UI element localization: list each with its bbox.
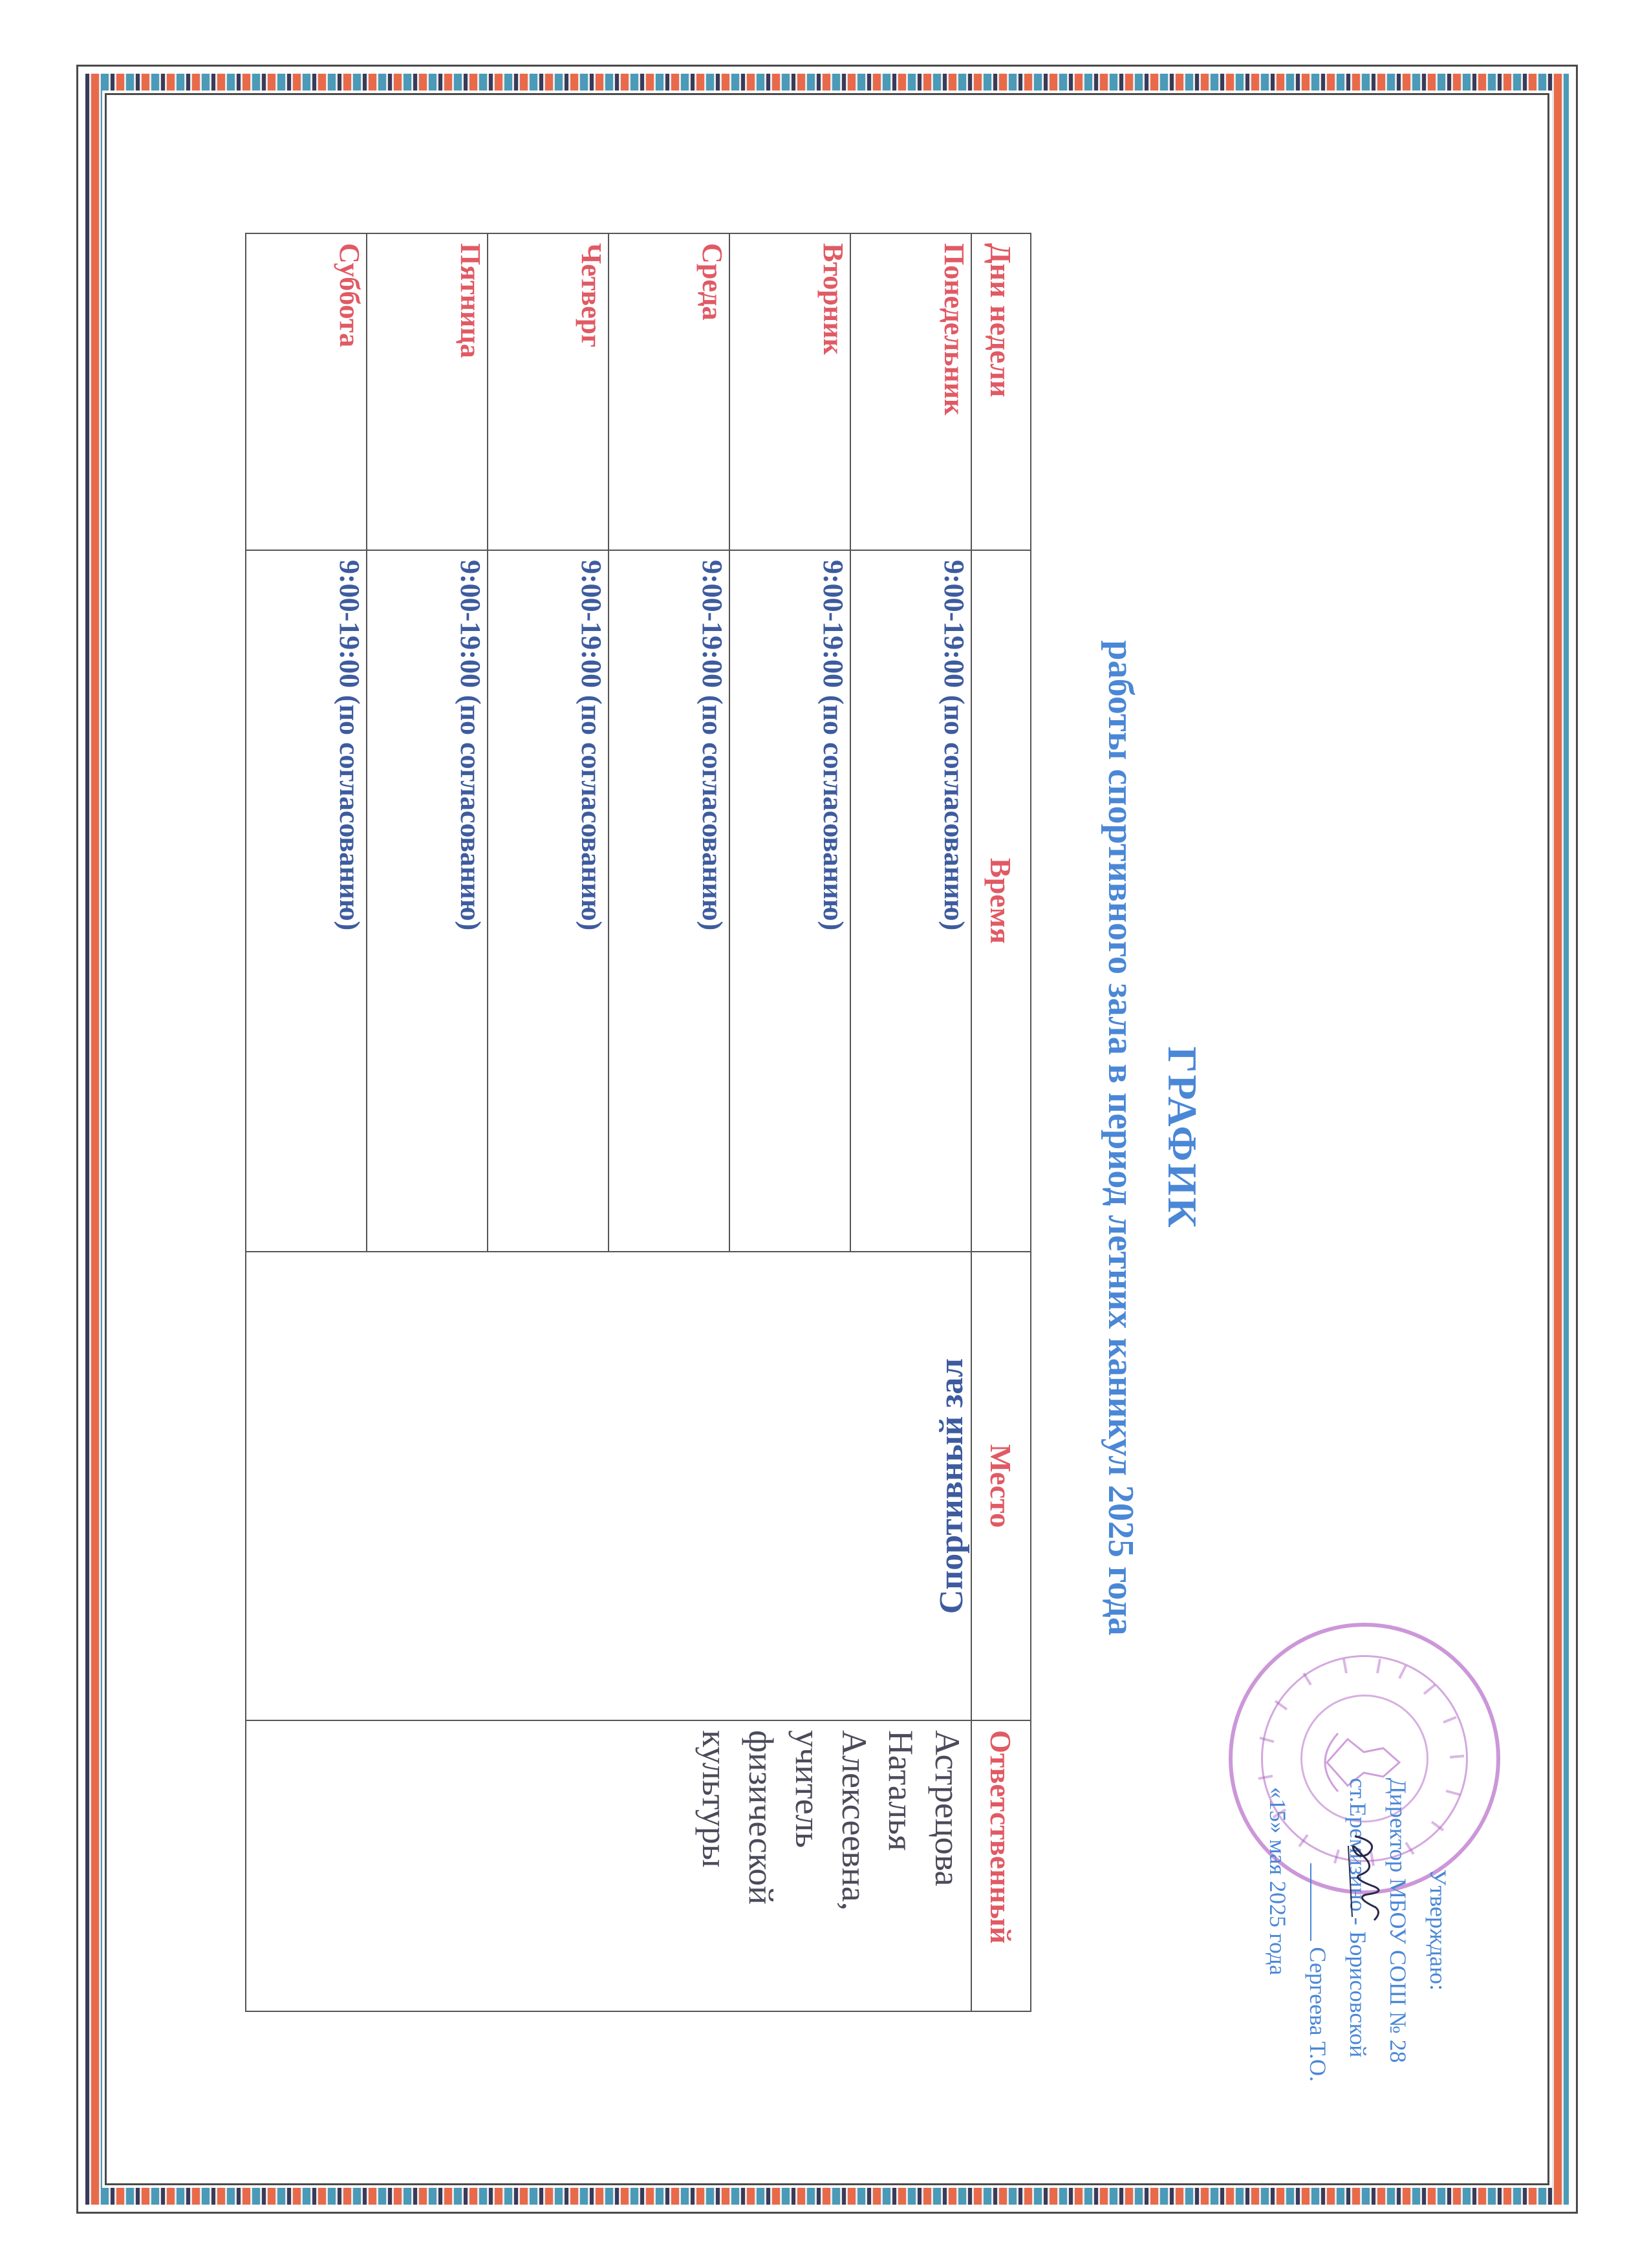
table-header-row [971, 233, 1031, 2011]
day-cell: Понедельник [850, 233, 971, 550]
day-cell: Среда [609, 233, 729, 550]
approval-director-name: Сергеева Т.О. [1305, 1947, 1331, 2082]
time-cell: 9:00-19:00 (по согласованию) [850, 550, 971, 1252]
time-cell: 9:00-19:00 (по согласованию) [367, 550, 488, 1252]
signature-underline [1310, 1863, 1330, 1941]
place-cell [246, 1252, 971, 1720]
schedule-table [245, 233, 1031, 2012]
approval-school-line: ст.Еремизино - Борисовской [1345, 1778, 1371, 2058]
header-time: Время [971, 550, 1031, 1252]
day-cell: Суббота [246, 233, 367, 550]
approval-date: «15» мая 2025 года [1265, 1787, 1291, 1976]
time-cell: 9:00-19:00 (по согласованию) [729, 550, 850, 1252]
time-cell: 9:00-19:00 (по согласованию) [609, 550, 729, 1252]
time-cell: 9:00-19:00 (по согласованию) [488, 550, 609, 1252]
header-days: Дни недели [971, 233, 1031, 550]
page-subtitle: работы спортивного зала в период летних каникул 2025 года [1101, 640, 1141, 1636]
header-place: Место [971, 1252, 1031, 1720]
approval-block [1258, 1778, 1458, 2082]
approval-director-line: Директор МБОУ СОШ № 28 [1385, 1778, 1411, 2063]
place-text: Спортивный зал [933, 1358, 970, 1614]
document-content [197, 136, 1491, 2140]
day-cell: Вторник [729, 233, 850, 550]
day-cell: Четверг [488, 233, 609, 550]
day-cell: Пятница [367, 233, 488, 550]
handwritten-signature [1335, 1830, 1394, 1927]
responsible-cell: Астрецова Наталья Алексеевна, учитель физической культуры [246, 1720, 971, 2011]
header-responsible: Ответственный [971, 1720, 1031, 2011]
time-cell: 9:00-19:00 (по согласованию) [246, 550, 367, 1252]
approval-signature-line [1298, 1778, 1338, 2082]
page-title: ГРАФИК [1159, 1046, 1205, 1230]
approval-heading: Утверждаю: [1425, 1868, 1451, 1991]
table-row [850, 233, 971, 2011]
